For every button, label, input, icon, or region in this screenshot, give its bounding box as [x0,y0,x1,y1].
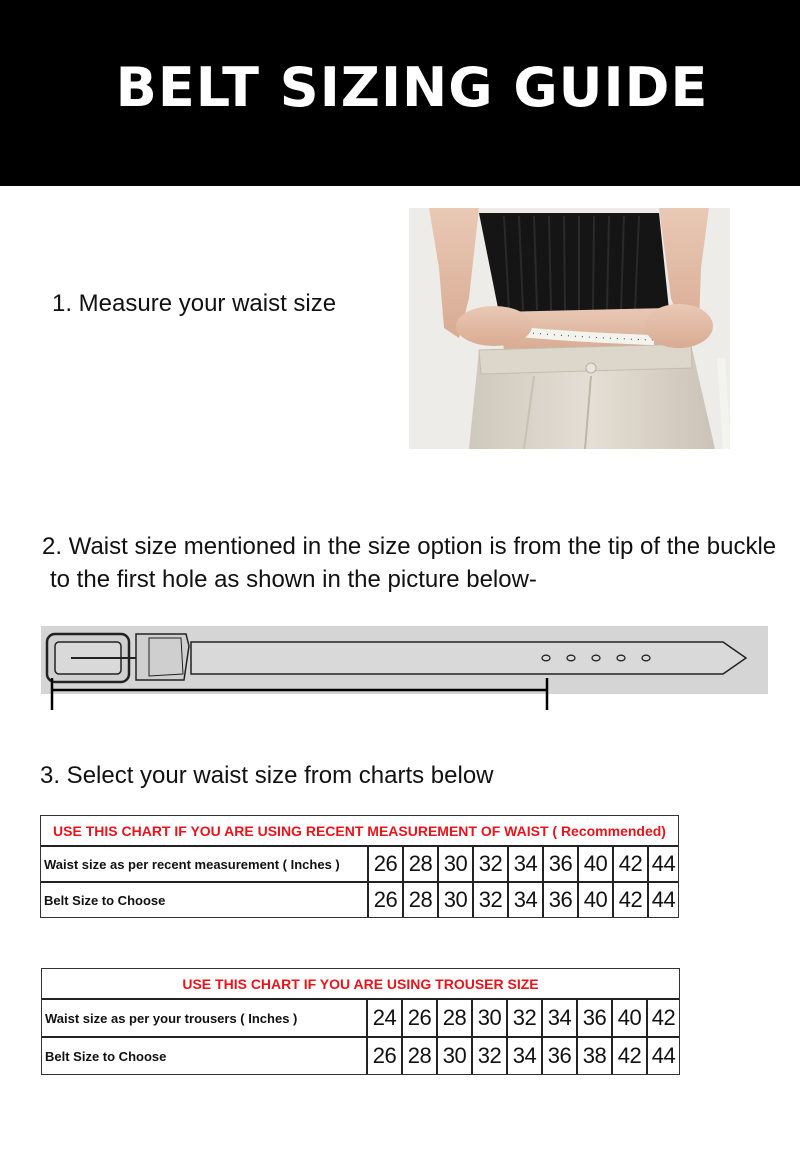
chart-title: USE THIS CHART IF YOU ARE USING RECENT MEASUREMENT OF WAIST ( Recommended) [41,816,678,847]
size-cell: 32 [472,883,507,917]
size-cell: 36 [541,1038,576,1074]
size-cell: 34 [507,883,542,917]
row-label: Belt Size to Choose [45,1048,167,1064]
size-cell: 38 [576,1038,611,1074]
size-cell: 36 [576,1000,611,1036]
size-cell: 36 [542,847,577,881]
size-cell: 40 [611,1000,646,1036]
size-cell: 28 [402,883,437,917]
size-cell: 44 [646,1038,679,1074]
belt-strap [191,642,746,674]
size-cell: 40 [577,847,612,881]
size-cell: 30 [436,1038,471,1074]
size-cell: 34 [507,847,542,881]
size-cell: 32 [506,1000,541,1036]
size-cell: 28 [436,1000,471,1036]
waist-measurement-photo [409,208,730,449]
size-chart-trouser-size [41,968,680,1075]
table-row [42,1038,679,1074]
table-row [41,847,678,883]
step-1-text: 1. Measure your waist size [52,290,337,317]
size-cell: 40 [577,883,612,917]
size-cell: 28 [402,847,437,881]
header-banner [0,0,800,186]
size-cell: 26 [401,1000,436,1036]
size-cell: 30 [437,847,472,881]
size-cell: 30 [471,1000,506,1036]
size-cell: 24 [366,1000,401,1036]
row-label: Waist size as per recent measurement ( Inches ) [44,856,340,872]
size-cell: 34 [541,1000,576,1036]
step-2-text-line-2: to the first hole as shown in the picture below- [50,566,537,593]
step-2-text-line-1: 2. Waist size mentioned in the size option is from the tip of the buckle [42,533,777,560]
table-row [42,1000,679,1038]
table-row [41,883,678,917]
size-cell: 30 [437,883,472,917]
size-cell: 32 [471,1038,506,1074]
size-cell: 36 [542,883,577,917]
size-cell: 42 [612,883,647,917]
chart-title: USE THIS CHART IF YOU ARE USING TROUSER SIZE [42,969,679,1000]
size-cell: 26 [367,847,402,881]
size-cell: 32 [472,847,507,881]
size-chart-recent-measurement [40,815,679,918]
size-cell: 42 [611,1038,646,1074]
row-label: Waist size as per your trousers ( Inches ) [45,1010,298,1026]
row-label: Belt Size to Choose [44,892,166,908]
size-cell: 26 [366,1038,401,1074]
step-3-text: 3. Select your waist size from charts below [40,762,494,789]
size-cell: 44 [647,847,678,881]
page-title: BELT SIZING GUIDE [115,55,709,119]
size-cell: 34 [506,1038,541,1074]
size-cell: 28 [401,1038,436,1074]
size-cell: 42 [612,847,647,881]
size-cell: 44 [647,883,678,917]
belt-diagram [41,620,771,715]
size-cell: 26 [367,883,402,917]
size-cell: 42 [646,1000,679,1036]
